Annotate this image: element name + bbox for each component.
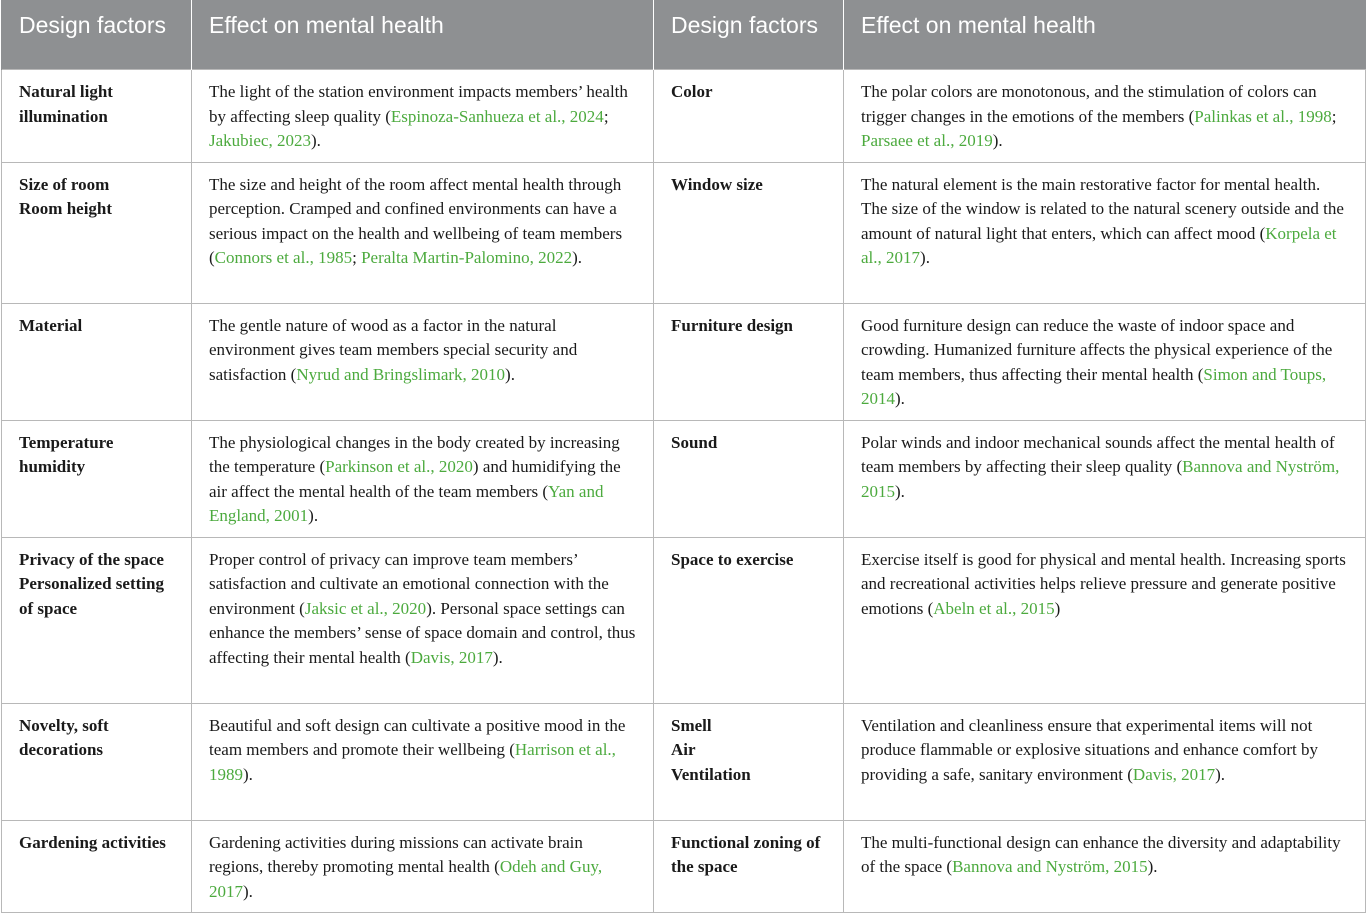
reference-link[interactable]: Connors et al., 1985 xyxy=(214,248,353,267)
effect-text: ) xyxy=(1054,598,1061,618)
factor-cell: Furniture design xyxy=(654,303,844,420)
effect-cell xyxy=(192,820,654,913)
effect-cell xyxy=(192,303,654,420)
effect-text: ). xyxy=(895,481,905,501)
effect-text: ; xyxy=(603,106,609,126)
effect-text: Good furniture design can reduce the waste of indoor space and crowding. Humanized furniture affects the physical experience of the team members, thus affecting their mental health ( xyxy=(861,315,1333,384)
table-row xyxy=(2,303,1366,420)
factor-cell: Color xyxy=(654,70,844,163)
reference-link[interactable]: Yan and England, 2001 xyxy=(209,481,604,525)
effect-cell xyxy=(844,537,1366,703)
table-row xyxy=(2,703,1366,820)
effect-text: Polar winds and indoor mechanical sounds affect the mental health of team members by affecting their sleep quality ( xyxy=(861,432,1335,476)
factor-cell: Gardening activities xyxy=(2,820,192,913)
factor-cell: Sound xyxy=(654,420,844,537)
factor-cell: Temperature humidity xyxy=(2,420,192,537)
table-row xyxy=(2,820,1366,913)
reference-link[interactable]: Espinoza-Sanhueza et al., 2024 xyxy=(390,106,604,126)
reference-link[interactable]: Korpela et al., 2017 xyxy=(861,223,1337,267)
reference-link[interactable]: Jakubiec, 2023 xyxy=(209,131,311,150)
effect-cell xyxy=(192,703,654,820)
effect-text: ; xyxy=(1331,106,1337,126)
effect-text: The natural element is the main restorative factor for mental health. The size of the window is related to the natural scenery outside and the amount of natural light that enters, which can affect mood ( xyxy=(861,174,1344,243)
effect-cell xyxy=(844,420,1366,537)
header-design-factors-right: Design factors xyxy=(654,0,844,70)
effect-text: The physiological changes in the body created by increasing the temperature ( xyxy=(209,432,620,476)
table-header xyxy=(2,0,1366,70)
factor-cell: Space to exercise xyxy=(654,537,844,703)
header-design-factors-left: Design factors xyxy=(2,0,192,70)
effect-cell xyxy=(844,70,1366,163)
factor-cell: Material xyxy=(2,303,192,420)
effect-cell xyxy=(844,820,1366,913)
table-row xyxy=(2,162,1366,303)
reference-link[interactable]: Nyrud and Bringslimark, 2010 xyxy=(296,364,506,384)
effect-text: ). xyxy=(492,647,503,667)
reference-link[interactable]: Bannova and Nyström, 2015 xyxy=(861,457,1340,501)
effect-text: ). xyxy=(308,506,319,525)
effect-cell xyxy=(844,703,1366,820)
effect-cell xyxy=(192,162,654,303)
design-factors-table xyxy=(1,0,1366,913)
header-effect-left: Effect on mental health xyxy=(192,0,654,70)
table-body xyxy=(2,70,1366,913)
effect-text: The light of the station environment impacts members’ health by affecting sleep quality ( xyxy=(209,82,628,126)
effect-cell xyxy=(192,420,654,537)
reference-link[interactable]: Parkinson et al., 2020 xyxy=(325,457,473,476)
factor-cell: Smell Air Ventilation xyxy=(654,703,844,820)
table-row xyxy=(2,70,1366,163)
reference-link[interactable]: Davis, 2017 xyxy=(410,647,493,667)
factor-cell: Size of room Room height xyxy=(2,162,192,303)
effect-text: The gentle nature of wood as a factor in the natural environment gives team members special security and satisfaction ( xyxy=(209,315,578,384)
reference-link[interactable]: Jaksic et al., 2020 xyxy=(304,598,427,618)
reference-link[interactable]: Parsaee et al., 2019 xyxy=(861,131,993,150)
reference-link[interactable]: Bannova and Nyström, 2015 xyxy=(952,857,1148,876)
effect-text: ). xyxy=(572,248,583,267)
factor-cell: Natural light illumination xyxy=(2,70,192,163)
effect-text: Exercise itself is good for physical and mental health. Increasing sports and recreational activities helps relieve pressure and generate positive emotions ( xyxy=(861,549,1346,618)
reference-link[interactable]: Davis, 2017 xyxy=(1132,764,1216,784)
header-row xyxy=(2,0,1366,70)
effect-cell xyxy=(192,537,654,703)
effect-text: ). xyxy=(243,881,253,901)
table-row xyxy=(2,537,1366,703)
reference-link[interactable]: Odeh and Guy, 2017 xyxy=(209,857,603,901)
effect-text: Ventilation and cleanliness ensure that experimental items will not produce flammable or explosive situations and enhance comfort by providing a safe, sanitary environment ( xyxy=(861,715,1318,784)
effect-cell xyxy=(844,162,1366,303)
reference-link[interactable]: Simon and Toups, 2014 xyxy=(861,364,1327,408)
effect-text: ). Personal space settings can enhance the members’ sense of space domain and control, thus affecting their mental health ( xyxy=(209,598,636,667)
reference-link[interactable]: Harrison et al., 1989 xyxy=(209,740,616,784)
reference-link[interactable]: Peralta Martin-Palomino, 2022 xyxy=(361,248,573,267)
effect-text: ). xyxy=(1215,764,1226,784)
effect-text: ) and humidifying the air affect the mental health of the team members ( xyxy=(209,457,621,501)
effect-text: ). xyxy=(1147,857,1158,876)
header-effect-right: Effect on mental health xyxy=(844,0,1366,70)
effect-text: ). xyxy=(310,131,321,150)
effect-text: ). xyxy=(505,364,515,384)
factor-cell: Privacy of the space Personalized setting of space xyxy=(2,537,192,703)
reference-link[interactable]: Palinkas et al., 1998 xyxy=(1194,106,1332,126)
effect-text: ). xyxy=(895,389,905,408)
effect-text: ). xyxy=(992,131,1003,150)
reference-link[interactable]: Abeln et al., 2015 xyxy=(933,598,1055,618)
effect-text: ). xyxy=(920,248,930,267)
effect-cell xyxy=(192,70,654,163)
effect-text: The multi-functional design can enhance the diversity and adaptability of the space ( xyxy=(861,832,1341,876)
effect-text: ; xyxy=(352,248,362,267)
factor-cell: Novelty, soft decorations xyxy=(2,703,192,820)
effect-cell xyxy=(844,303,1366,420)
effect-text: Beautiful and soft design can cultivate a positive mood in the team members and promote their wellbeing ( xyxy=(209,715,626,759)
effect-text: ). xyxy=(243,764,253,784)
effect-text: Proper control of privacy can improve team members’ satisfaction and cultivate an emotional connection with the environment ( xyxy=(209,549,609,618)
table-row xyxy=(2,420,1366,537)
effect-text: The size and height of the room affect mental health through perception. Cramped and confined environments can have a serious impact on the health and wellbeing of team members ( xyxy=(209,174,623,267)
factor-cell: Functional zoning of the space xyxy=(654,820,844,913)
factor-cell: Window size xyxy=(654,162,844,303)
effect-text: The polar colors are monotonous, and the stimulation of colors can trigger changes in the emotions of the members ( xyxy=(861,82,1317,126)
effect-text: Gardening activities during missions can activate brain regions, thereby promoting mental health ( xyxy=(209,832,583,876)
